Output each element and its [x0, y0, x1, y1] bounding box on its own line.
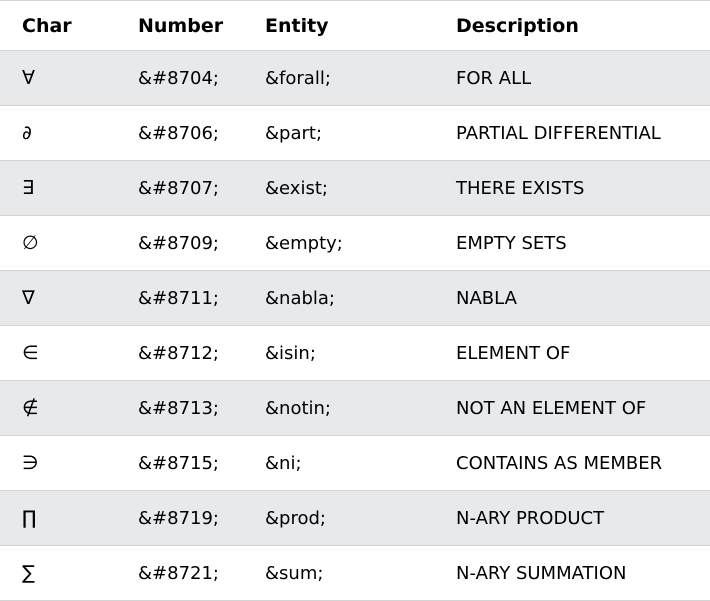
char-cell: ∋	[0, 436, 116, 491]
char-cell: ∂	[0, 106, 116, 161]
number-cell: &#8713;	[116, 381, 243, 436]
description-cell: THERE EXISTS	[434, 161, 710, 216]
number-cell: &#8712;	[116, 326, 243, 381]
entity-cell: &prod;	[243, 491, 434, 546]
table-row	[0, 326, 710, 381]
char-cell: ∅	[0, 216, 116, 271]
description-cell: NOT AN ELEMENT OF	[434, 381, 710, 436]
number-cell: &#8709;	[116, 216, 243, 271]
entity-cell: &nabla;	[243, 271, 434, 326]
char-cell: ∏	[0, 491, 116, 546]
entity-cell: &part;	[243, 106, 434, 161]
entity-cell: &notin;	[243, 381, 434, 436]
entity-cell: &ni;	[243, 436, 434, 491]
number-cell: &#8711;	[116, 271, 243, 326]
table-header	[0, 1, 710, 51]
char-cell: ∃	[0, 161, 116, 216]
entity-cell: &sum;	[243, 546, 434, 601]
number-cell: &#8715;	[116, 436, 243, 491]
table-row	[0, 271, 710, 326]
table-row	[0, 381, 710, 436]
entity-cell: &isin;	[243, 326, 434, 381]
number-cell: &#8706;	[116, 106, 243, 161]
number-cell: &#8704;	[116, 51, 243, 106]
char-cell: ∈	[0, 326, 116, 381]
table-row	[0, 216, 710, 271]
description-cell: N-ARY SUMMATION	[434, 546, 710, 601]
table-row	[0, 51, 710, 106]
description-cell: NABLA	[434, 271, 710, 326]
description-cell: N-ARY PRODUCT	[434, 491, 710, 546]
description-cell: FOR ALL	[434, 51, 710, 106]
char-cell: ∇	[0, 271, 116, 326]
header-description: Description	[434, 1, 710, 51]
description-cell: EMPTY SETS	[434, 216, 710, 271]
table-row	[0, 436, 710, 491]
description-cell: PARTIAL DIFFERENTIAL	[434, 106, 710, 161]
number-cell: &#8721;	[116, 546, 243, 601]
entity-cell: &exist;	[243, 161, 434, 216]
header-char: Char	[0, 1, 116, 51]
header-row	[0, 1, 710, 51]
table-row	[0, 491, 710, 546]
char-cell: ∀	[0, 51, 116, 106]
char-cell: ∉	[0, 381, 116, 436]
number-cell: &#8707;	[116, 161, 243, 216]
header-number: Number	[116, 1, 243, 51]
header-entity: Entity	[243, 1, 434, 51]
table-row	[0, 546, 710, 601]
table-row	[0, 106, 710, 161]
description-cell: ELEMENT OF	[434, 326, 710, 381]
description-cell: CONTAINS AS MEMBER	[434, 436, 710, 491]
char-cell: ∑	[0, 546, 116, 601]
table-row	[0, 161, 710, 216]
table-body	[0, 51, 710, 601]
entity-cell: &empty;	[243, 216, 434, 271]
entity-cell: &forall;	[243, 51, 434, 106]
number-cell: &#8719;	[116, 491, 243, 546]
